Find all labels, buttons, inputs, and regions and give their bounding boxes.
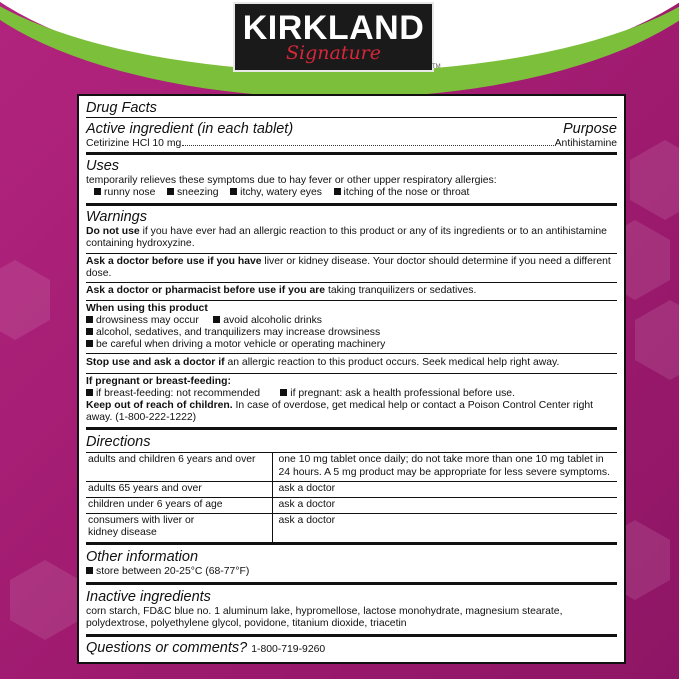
bullet-square-icon [86, 389, 93, 396]
bullet-square-icon [167, 188, 174, 195]
bullet-square-icon [86, 340, 93, 347]
brand-sub: Signature [285, 42, 382, 64]
use-item: sneezing [167, 187, 219, 198]
table-row [86, 481, 617, 497]
active-ingredient: Cetirizine HCl 10 mg [86, 138, 182, 149]
dot-leader [182, 145, 553, 146]
brand-name: KIRKLAND [242, 9, 425, 47]
active-heading-row [86, 120, 617, 138]
directions-who: consumers with liver or kidney disease [86, 514, 272, 542]
bullet-square-icon [86, 316, 93, 323]
other-info-section [86, 545, 617, 585]
warning-keep-out: Keep out of reach of children. In case of overdose, get medical help or contact a Poison Control Center right away. (1-800-222-1222) [86, 400, 594, 424]
questions-heading: Questions or comments? [86, 640, 248, 657]
bullet-square-icon [334, 188, 341, 195]
directions-table [86, 452, 617, 541]
warning-when-using: When using this product drowsiness may occur avoid alcoholic drinks alcohol, sedatives, and tranquilizers may increase drowsiness be careful when driving a motor vehicle or operating machinery [86, 300, 617, 354]
table-row [86, 453, 617, 481]
active-section [86, 99, 617, 155]
use-item: itching of the nose or throat [334, 187, 470, 198]
inactive-heading: Inactive ingredients [86, 588, 211, 605]
directions-what: one 10 mg tablet once daily; do not take more than one 10 mg tablet in 24 hours. A 5 mg product may be appropriate for less severe symptoms. [272, 453, 617, 481]
warning-pregnant: If pregnant or breast-feeding: if breast-feeding: not recommended if pregnant: ask a health professional before use. Keep out of reach of children. In case of overdose, get medical help or contact a Poison Control Center right away. (1-800-222-1222) [86, 373, 617, 428]
warning-ask-doctor: Ask a doctor before use if you have liver or kidney disease. Your doctor should determine if you need a different dose. [86, 253, 617, 282]
warnings-section [86, 206, 617, 431]
trademark-mark: TM [432, 64, 441, 70]
decorative-hexagon [630, 140, 679, 220]
warning-stop-use: Stop use and ask a doctor if an allergic reaction to this product occurs. Seek medical help right away. [86, 353, 617, 372]
directions-what: ask a doctor [272, 481, 617, 497]
pregnant-line: if breast-feeding: not recommended if pregnant: ask a health professional before use. [86, 388, 617, 400]
use-item: runny nose [94, 187, 155, 198]
other-info-item: store between 20-25°C (68-77°F) [86, 566, 617, 578]
bullet-square-icon [213, 316, 220, 323]
uses-list [94, 187, 617, 199]
when-using-line-1: drowsiness may occur avoid alcoholic drinks [86, 315, 617, 327]
purpose-value: Antihistamine [554, 138, 617, 149]
decorative-hexagon [635, 300, 679, 380]
directions-heading: Directions [86, 434, 151, 451]
warning-ask-pharmacist: Ask a doctor or pharmacist before use if you are taking tranquilizers or sedatives. [86, 282, 617, 299]
decorative-hexagon [10, 560, 80, 640]
inactive-section [86, 585, 617, 637]
bullet-square-icon [86, 567, 93, 574]
directions-who: children under 6 years of age [86, 498, 272, 514]
table-row [86, 498, 617, 514]
purpose-heading: Purpose [562, 121, 617, 137]
bullet-square-icon [280, 389, 287, 396]
questions-row [86, 637, 617, 661]
uses-section [86, 155, 617, 205]
directions-what: ask a doctor [272, 498, 617, 514]
uses-heading: Uses [86, 158, 120, 175]
bullet-square-icon [94, 188, 101, 195]
bullet-square-icon [86, 328, 93, 335]
brand-logo [233, 2, 434, 72]
when-using-line-2: alcohol, sedatives, and tranquilizers may increase drowsiness [86, 327, 617, 339]
when-using-line-3: be careful when driving a motor vehicle or operating machinery [86, 339, 617, 351]
warnings-heading: Warnings [86, 208, 147, 225]
directions-who: adults and children 6 years and over [86, 453, 272, 481]
use-item: itchy, watery eyes [230, 187, 322, 198]
table-row [86, 514, 617, 542]
directions-who: adults 65 years and over [86, 481, 272, 497]
other-info-heading: Other information [86, 548, 199, 565]
decorative-hexagon [0, 260, 50, 340]
inactive-text: corn starch, FD&C blue no. 1 aluminum lake, hypromellose, lactose monohydrate, magnesium stearate, polydextrose, polyethylene glycol, povidone, titanium dioxide, triacetin [86, 605, 563, 630]
active-ingredient-row [86, 138, 617, 152]
bullet-square-icon [230, 188, 237, 195]
uses-intro: temporarily relieves these symptoms due to hay fever or other upper respiratory allergies: [86, 175, 497, 187]
questions-phone: 1-800-719-9260 [251, 644, 326, 656]
directions-what: ask a doctor [272, 514, 617, 542]
active-heading: Active ingredient (in each tablet) [86, 121, 294, 137]
directions-section [86, 430, 617, 544]
drug-facts-title: Drug Facts [86, 99, 617, 118]
warning-do-not-use: Do not use if you have ever had an allergic reaction to this product or any of its ingredients or to an antihistamine containing hydroxyzine. [86, 225, 607, 249]
drug-facts-panel [77, 94, 626, 664]
questions-section [86, 637, 617, 661]
